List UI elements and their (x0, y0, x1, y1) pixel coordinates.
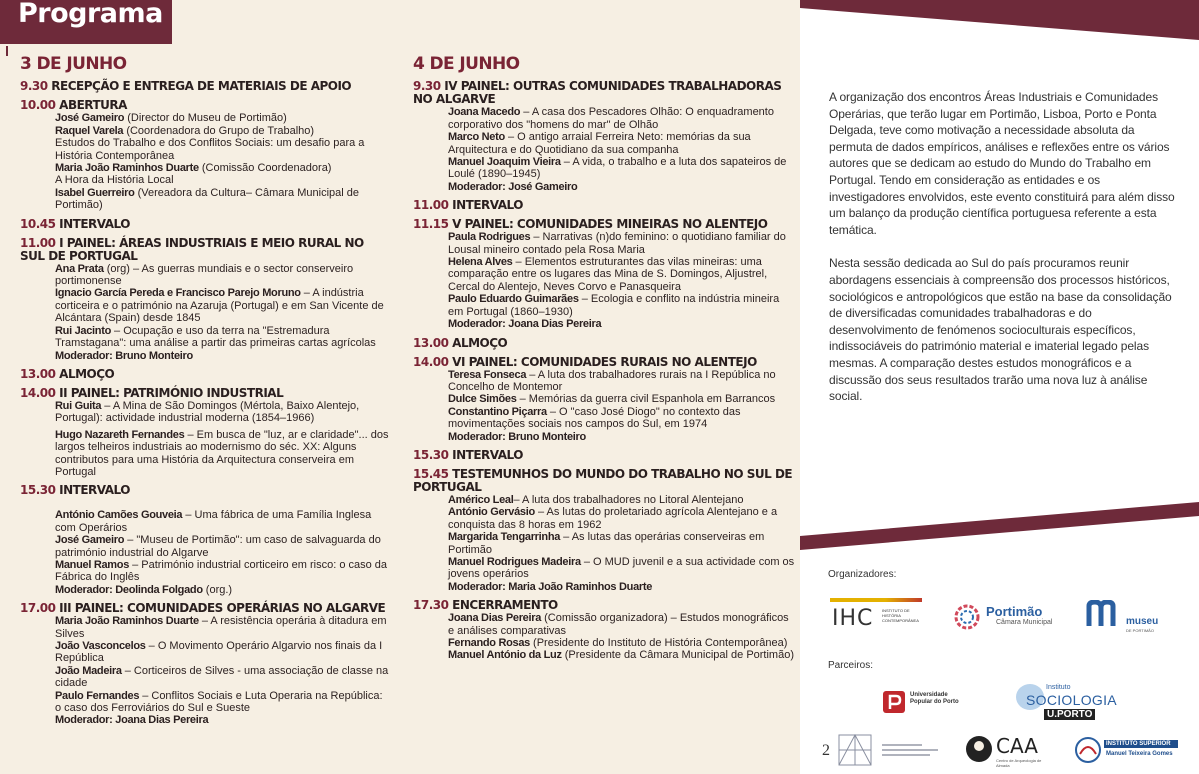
caa-logo-subtext: Centro de Arqueologia de Almada (996, 758, 1042, 768)
speaker-line (448, 369, 796, 394)
speaker-line (448, 406, 796, 431)
slot-title: INTERVALO (452, 198, 523, 213)
slot-title: INTERVALO (59, 483, 130, 498)
slot-time: 14.00 (413, 354, 449, 369)
slot-time: 9.30 (20, 79, 48, 94)
slot-title: IV PAINEL: OUTRAS COMUNIDADES TRABALHADORAS NO ALGARVE (413, 79, 782, 107)
intro-text (829, 89, 1179, 422)
speaker-line (448, 181, 796, 193)
speaker-topic: (Presidente do Instituto de História Contemporânea) (530, 637, 788, 649)
speaker-line (55, 162, 390, 174)
speaker-line (448, 581, 796, 593)
speaker-line (448, 506, 796, 531)
slot-title: II PAINEL: PATRIMÓNIO INDUSTRIAL (59, 385, 284, 400)
slot-title: I PAINEL: ÁREAS INDUSTRIAIS E MEIO RURAL NO SUL DE PORTUGAL (20, 235, 364, 263)
speaker-topic: – Corticeiros de Silves - uma associação de classe na cidade (55, 664, 389, 690)
museu-logo-subtext: DE PORTIMÃO (1126, 628, 1154, 633)
speaker-name: José Gameiro (55, 534, 125, 547)
speaker-name: Manuel António da Luz (448, 649, 562, 662)
speaker-topic: (org.) (202, 583, 233, 596)
portimao-logo-text: Portimão (986, 604, 1043, 619)
speaker-line (55, 509, 390, 534)
slot-heading (413, 218, 796, 231)
speaker-name: Joana Macedo (448, 106, 521, 119)
slot-time: 17.30 (413, 598, 449, 613)
speaker-topic: (Vereadora da Cultura– Câmara Municipal de Portimão) (55, 186, 359, 212)
slot-heading (20, 368, 390, 381)
slot-heading (413, 468, 796, 494)
schedule-slot (413, 337, 796, 350)
speaker-topic: – A vida, o trabalho e a luta dos sapateiros de Loulé (1890–1945) (448, 156, 787, 181)
schedule-slot (20, 602, 390, 727)
speaker-topic: – Conflitos Sociais e Luta Operaria na República: o caso dos Ferroviários do Sul e Sueste (55, 689, 383, 715)
speaker-line (448, 612, 796, 637)
upp-logo-text: Universidade Popular do Porto (910, 692, 959, 705)
slot-body (413, 231, 796, 330)
slot-time: 14.00 (20, 385, 56, 400)
speaker-line (448, 531, 796, 556)
slot-title: V PAINEL: COMUNIDADES MINEIRAS NO ALENTEJO (452, 217, 768, 232)
speaker-topic: – Ocupação e uso da terra na "Estremadura Tramstagana": uma análise a partir das primeiras cartas agrícolas (55, 324, 376, 350)
partners-label: Parceiros: (828, 660, 874, 671)
middle-band (800, 500, 1199, 550)
day1-title: 3 DE JUNHO (20, 54, 127, 74)
speaker-line (448, 649, 796, 661)
slot-time: 17.00 (20, 601, 56, 616)
speaker-topic: – Uma fábrica de uma Família Inglesa com Operários (55, 509, 372, 534)
speaker-name: Teresa Fonseca (448, 368, 527, 381)
speaker-name: Marco Neto (448, 131, 505, 144)
slot-body (20, 509, 390, 596)
sociologia-logo-small: Instituto (1046, 684, 1071, 691)
slot-heading (20, 484, 390, 497)
ismt-logo-text: INSTITUTO SUPERIOR (1104, 740, 1178, 748)
speaker-line (55, 325, 390, 350)
ismt-logo-subtext: Manuel Teixeira Gomes (1106, 751, 1173, 757)
speaker-line (448, 131, 796, 156)
schedule-slot (20, 218, 390, 231)
schedule-slot (20, 368, 390, 381)
speaker-line (55, 137, 390, 162)
speaker-topic: – "Museu de Portimão": um caso de salvaguarda do património industrial do Algarve (55, 534, 381, 559)
museu-emblem-icon (1086, 600, 1122, 628)
speaker-topic: – A luta dos trabalhadores no Litoral Alentejano (513, 493, 744, 506)
speaker-name: Paulo Fernandes (55, 689, 140, 702)
schedule-slot (413, 199, 796, 212)
ihc-logo (830, 598, 922, 634)
slot-heading (413, 80, 796, 106)
speaker-topic: – Em busca de "luz, ar e claridade"... dos largos telheiros industriais ao modernismo do séc. XX: Alguns contributos para uma História da Arquitectura conserveira em Portugal (55, 428, 389, 478)
slot-time: 15.30 (20, 483, 56, 498)
speaker-name: Joana Dias Pereira (448, 612, 542, 625)
speaker-name: Margarida Tengarrinha (448, 531, 561, 544)
slot-body (413, 369, 796, 443)
page-title: Programa (18, 0, 163, 29)
speaker-topic: – Narrativas (n)do feminino: o quotidiano familiar do Lousal mineiro contado pela Rosa Maria (448, 231, 786, 256)
slot-body (20, 112, 390, 211)
slot-time: 11.15 (413, 217, 449, 232)
schedule-slot (413, 449, 796, 462)
speaker-name: João Madeira (55, 664, 122, 677)
speaker-line (448, 293, 796, 318)
slot-body (413, 106, 796, 193)
speaker-topic: – A indústria corticeira e o património na Azaruja (Portugal) e em San Vicente de Alcántara (Spain) desde 1845 (55, 287, 384, 325)
slot-time: 10.45 (20, 216, 56, 231)
speaker-line (55, 400, 390, 425)
speaker-line (55, 640, 390, 665)
speaker-name: Isabel Guerreiro (55, 186, 135, 199)
caa-logo (964, 734, 1054, 766)
speaker-topic: – A casa dos Pescadores Olhão: O enquadramento corporativo dos "homens do mar" de Olhão (448, 106, 774, 131)
title-mark (6, 46, 8, 56)
intro-paragraph-2: Nesta sessão dedicada ao Sul do país procuramos reunir abordagens essenciais à compreensão dos processos históricos, sociológicos e antropológicos que estão na base da consolidação de diversificadas comunidades trabalhadoras e do desenvolvimento de fenómenos socioculturais específicos, indissociáveis do património material e imaterial legado pelas mesmas. A comparação destes estudos monográficos e a discussão dos seus resultados trarão uma nova luz à análise social. (829, 256, 1172, 404)
speaker-topic: (Comissão Coordenadora) (198, 162, 332, 175)
caa-emblem-icon (964, 734, 994, 764)
speaker-line (55, 615, 390, 640)
speaker-name: Américo Leal (448, 493, 514, 506)
speaker-line (448, 431, 796, 443)
speaker-topic: (Coordenadora do Grupo de Trabalho) (123, 124, 315, 137)
slot-title: RECEPÇÃO E ENTREGA DE MATERIAIS DE APOIO (51, 79, 352, 94)
speaker-name: Maria João Raminhos Duarte (55, 615, 199, 628)
slot-heading (20, 602, 390, 615)
slot-title: VI PAINEL: COMUNIDADES RURAIS NO ALENTEJO (452, 354, 757, 369)
caa-logo-text: CAA (996, 734, 1038, 758)
slot-heading (20, 218, 390, 231)
speaker-topic: – A Mina de São Domingos (Mértola, Baixo Alentejo, Portugal): actividade industrial moderna (1854–1966) (55, 399, 360, 425)
speaker-name: Ignacio García Pereda e Francisco Parejo Moruno (55, 287, 301, 300)
schedule-slot (20, 387, 390, 478)
schedule-slot (20, 99, 390, 211)
speaker-line (55, 429, 390, 479)
speaker-name: Manuel Rodrigues Madeira (448, 555, 581, 568)
speaker-topic: – Memórias da guerra civil Espanhola em Barrancos (516, 393, 776, 406)
speaker-name: Moderador: Bruno Monteiro (55, 349, 193, 362)
speaker-line (448, 231, 796, 256)
speaker-line (448, 494, 796, 506)
speaker-name: António Camões Gouveia (55, 509, 183, 522)
speaker-line (448, 318, 796, 330)
ismt-emblem-icon (1074, 736, 1102, 764)
schedule-slot (20, 484, 390, 596)
slot-time: 11.00 (413, 198, 449, 213)
speaker-name: Moderador: José Gameiro (448, 180, 578, 193)
speaker-name: Moderador: Maria João Raminhos Duarte (448, 580, 653, 593)
speaker-name: Moderador: Bruno Monteiro (448, 430, 586, 443)
sociologia-logo (1016, 684, 1132, 724)
portimao-logo-subtext: Câmara Municipal (996, 619, 1053, 626)
slot-title: ABERTURA (59, 98, 127, 113)
speaker-line (55, 174, 390, 186)
slot-time: 15.30 (413, 447, 449, 462)
speaker-topic: – A resistência operária à ditadura em Silves (55, 615, 387, 640)
top-band (800, 0, 1199, 40)
speaker-topic: – As lutas das operárias conserveiras em Portimão (448, 531, 765, 556)
slot-time: 13.00 (413, 335, 449, 350)
speaker-name: Helena Alves (448, 256, 513, 269)
speaker-topic: (Presidente da Câmara Municipal de Portimão) (561, 649, 794, 662)
geometric-logo-icon (838, 734, 872, 766)
slot-heading (413, 356, 796, 369)
slot-heading (413, 599, 796, 612)
speaker-topic: (Director do Museu de Portimão) (124, 112, 287, 125)
speaker-topic: – O "caso José Diogo" no contexto das movimentações sociais nos campos do Sul, em 1974 (448, 405, 741, 431)
schedule-slot (413, 356, 796, 443)
speaker-line (55, 559, 390, 584)
slot-title: TESTEMUNHOS DO MUNDO DO TRABALHO NO SUL DE PORTUGAL (413, 466, 793, 494)
museu-logo-text: museu (1126, 616, 1159, 627)
speaker-topic: – As lutas do proletariado agrícola Alentejano e a conquista das 8 horas em 1962 (448, 506, 778, 531)
speaker-line (448, 393, 796, 405)
slot-time: 13.00 (20, 366, 56, 381)
slot-body (20, 263, 390, 362)
slot-heading (20, 99, 390, 112)
speaker-line (55, 287, 390, 324)
speaker-name: José Gameiro (55, 112, 125, 125)
speaker-line (448, 556, 796, 581)
speaker-topic: – Elementos estruturantes das vilas mineiras: uma comparação entre os lugares das Mina de S. Domingos, Aljustrel, Cercal do Alentejo, Neves Corvo e Panasqueira (448, 256, 768, 293)
speaker-name: Rui Jacinto (55, 324, 111, 337)
portimao-emblem-icon (952, 603, 982, 631)
slot-heading (413, 199, 796, 212)
slot-title: ENCERRAMENTO (452, 598, 558, 613)
speaker-name: Constantino Piçarra (448, 405, 547, 418)
slot-time: 11.00 (20, 235, 56, 250)
schedule-slot (413, 599, 796, 662)
upp-logo (882, 690, 962, 716)
slot-body (20, 400, 390, 478)
ihc-logo-subtext: INSTITUTO DE HISTÓRIA CONTEMPORÂNEA (882, 608, 919, 623)
speaker-line (55, 690, 390, 715)
schedule-slot (413, 468, 796, 593)
speaker-line (55, 125, 390, 137)
speaker-topic: – A luta dos trabalhadores rurais na I República no Concelho de Montemor (448, 368, 776, 393)
speaker-topic: – O MUD juvenil e a sua actividade com os jovens operários (448, 555, 795, 581)
speaker-name: Paulo Eduardo Guimarães (448, 293, 579, 306)
schedule-slot (413, 218, 796, 330)
schedule-slot (413, 80, 796, 193)
speaker-name: João Vasconcelos (55, 640, 146, 652)
sociologia-logo-text: SOCIOLOGIA (1026, 692, 1117, 708)
speaker-topic: – O antigo arraial Ferreira Neto: memórias da sua Arquitectura e do Quotidiano da sua companha (448, 131, 751, 156)
speaker-line (55, 112, 390, 124)
speaker-name: Moderador: Joana Dias Pereira (55, 714, 209, 727)
slot-title: INTERVALO (59, 216, 130, 231)
speaker-line (55, 665, 390, 690)
speaker-topic: (org) – As guerras mundiais e o sector conserveiro portimonense (55, 262, 354, 288)
speaker-name: Hugo Nazareth Fernandes (55, 428, 185, 441)
speaker-name: Rui Guita (55, 399, 102, 412)
speaker-topic: – Património industrial corticeiro em risco: o caso da Fábrica do Inglês (55, 558, 388, 584)
speaker-topic: – O Movimento Operário Algarvio nos finais da I República (55, 640, 383, 665)
ismt-logo (1074, 736, 1176, 764)
day1-slots (20, 80, 390, 726)
speaker-topic: A Hora da História Local (55, 174, 174, 187)
speaker-line (55, 350, 390, 362)
speaker-line (55, 584, 390, 596)
speaker-name: Maria João Raminhos Duarte (55, 162, 199, 175)
speaker-name: Fernando Rosas (448, 637, 530, 649)
speaker-topic: Estudos do Trabalho e dos Conflitos Sociais: um desafio para a História Contemporânea (55, 137, 365, 162)
portimao-logo (952, 603, 1062, 631)
speaker-topic: – Ecologia e conflito na indústria mineira em Portugal (1860–1930) (448, 293, 780, 318)
speaker-line (448, 637, 796, 649)
museu-logo (1086, 600, 1166, 636)
intro-paragraph-1: A organização dos encontros Áreas Industriais e Comunidades Operárias, que terão lugar em Portimão, Lisboa, Porto e Ponta Delgada, teve como motivação a necessidade absoluta da permuta de dados empíricos, análises e reflexões entre os vários autores que se dedicam ao estudo do Mundo do Trabalho em Portugal. Tendo em consideração as entidades e os investigadores envolvidos, este evento constituirá para além disso um balanço da produção científica portuguesa referente a esta temática. (829, 90, 1175, 237)
slot-heading (413, 449, 796, 462)
speaker-name: Paula Rodrigues (448, 231, 531, 244)
title-band (0, 0, 172, 44)
organizers-label: Organizadores: (828, 569, 897, 580)
slot-title: INTERVALO (452, 447, 523, 462)
speaker-line (55, 263, 390, 288)
speaker-topic: (Comissão organizadora) – Estudos monográficos e análises comparativas (448, 612, 789, 637)
slot-heading (20, 80, 390, 93)
schedule-slot (20, 80, 390, 93)
speaker-line (55, 534, 390, 559)
slot-title: ALMOÇO (452, 335, 508, 350)
slot-heading (20, 387, 390, 400)
speaker-name: Dulce Simões (448, 393, 517, 406)
speaker-name: António Gervásio (448, 506, 535, 519)
speaker-name: Ana Prata (55, 262, 104, 275)
slot-body (20, 615, 390, 727)
speaker-name: Manuel Joaquim Vieira (448, 156, 561, 169)
ihc-logo-text: IHC (832, 606, 874, 631)
slot-body (413, 612, 796, 662)
slot-title: III PAINEL: COMUNIDADES OPERÁRIAS NO ALGARVE (59, 601, 386, 616)
speaker-name: Moderador: Joana Dias Pereira (448, 318, 602, 331)
speaker-line (448, 156, 796, 181)
sociologia-logo-subtext: U.PORTO (1044, 709, 1095, 720)
day1-column (20, 54, 390, 727)
day2-title: 4 DE JUNHO (413, 54, 520, 74)
slot-time: 9.30 (413, 79, 441, 94)
day2-slots (413, 80, 796, 661)
slot-time: 10.00 (20, 98, 56, 113)
small-text-logo-icon (882, 742, 942, 760)
slot-title: ALMOÇO (59, 366, 115, 381)
speaker-line (55, 187, 390, 212)
upp-emblem-icon (882, 690, 906, 714)
slot-body (413, 494, 796, 593)
slot-time: 15.45 (413, 466, 449, 481)
schedule-slot (20, 237, 390, 362)
slot-heading (20, 237, 390, 263)
day2-column (413, 54, 796, 662)
speaker-line (55, 714, 390, 726)
logo-number-two: 2 (822, 742, 830, 759)
speaker-name: Manuel Ramos (55, 558, 130, 571)
speaker-name: Moderador: Deolinda Folgado (55, 583, 203, 596)
slot-heading (413, 337, 796, 350)
speaker-name: Raquel Varela (55, 124, 124, 137)
speaker-line (448, 106, 796, 131)
speaker-line (448, 256, 796, 293)
